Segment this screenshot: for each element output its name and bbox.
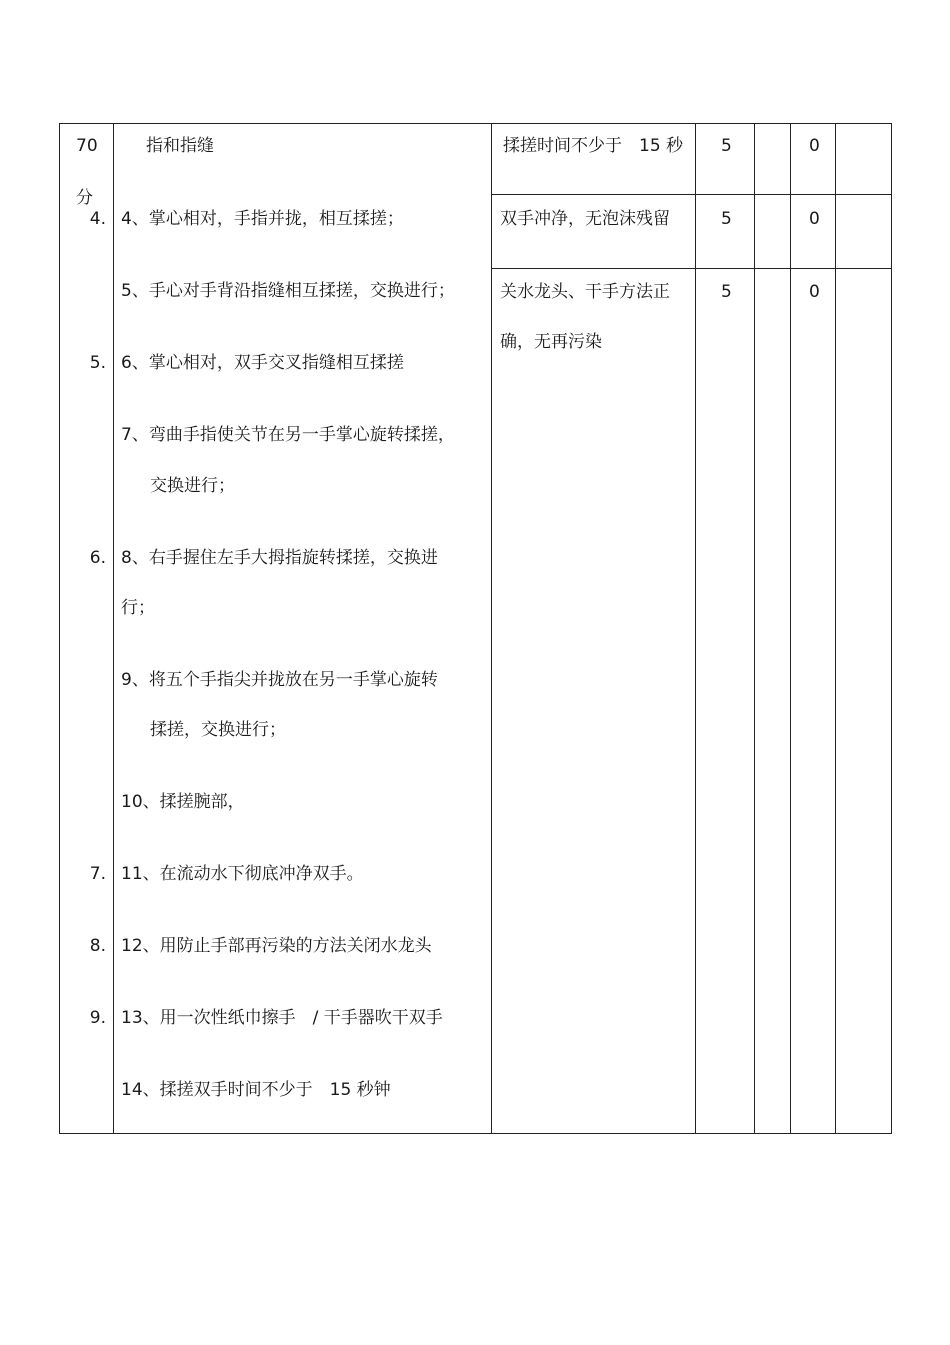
step-number: 5. [89, 353, 106, 373]
content-line: 揉搓，交换进行； [150, 720, 286, 740]
column-divider [790, 124, 791, 1133]
content-line: 11、在流动水下彻底冲净双手。 [121, 864, 364, 884]
total-score: 70 [76, 136, 98, 156]
column-divider [695, 124, 696, 1133]
content-line: 6、掌心相对，双手交叉指缝相互揉搓 [121, 353, 404, 373]
row-divider [491, 194, 891, 195]
content-line: 指和指缝 [146, 136, 214, 156]
step-number: 8. [89, 936, 106, 956]
scoring-table [59, 123, 892, 1134]
criterion-text: 揉搓时间不少于 15 秒 [503, 136, 684, 156]
content-line: 7、弯曲手指使关节在另一手掌心旋转揉搓， [121, 425, 455, 445]
column-divider [113, 124, 114, 1133]
content-line: 行； [121, 598, 155, 618]
content-line: 交换进行； [150, 476, 235, 496]
criterion-text: 双手冲净，无泡沫残留 [500, 209, 670, 229]
step-number: 9. [89, 1008, 106, 1028]
score-unit: 分 [76, 188, 93, 208]
criterion-points: 5 [721, 209, 732, 229]
criterion-points: 5 [721, 136, 732, 156]
content-line: 12、用防止手部再污染的方法关闭水龙头 [121, 936, 432, 956]
content-line: 8、右手握住左手大拇指旋转揉搓，交换进 [121, 548, 438, 568]
step-number: 4. [89, 209, 106, 229]
content-line: 10、揉搓腕部， [121, 792, 245, 812]
content-line: 9、将五个手指尖并拢放在另一手掌心旋转 [121, 670, 438, 690]
column-divider [835, 124, 836, 1133]
criterion-deduct: 0 [809, 282, 820, 302]
criterion-deduct: 0 [809, 209, 820, 229]
criterion-points: 5 [721, 282, 732, 302]
column-divider [491, 124, 492, 1133]
step-number: 7. [89, 864, 106, 884]
content-line: 5、手心对手背沿指缝相互揉搓，交换进行； [121, 281, 455, 301]
content-line: 13、用一次性纸巾擦手 / 干手器吹干双手 [121, 1008, 443, 1028]
step-number: 6. [89, 548, 106, 568]
column-divider [754, 124, 755, 1133]
criterion-text: 关水龙头、干手方法正 [500, 282, 670, 302]
criterion-text: 确，无再污染 [500, 332, 602, 352]
content-line: 14、揉搓双手时间不少于 15 秒钟 [121, 1080, 391, 1100]
row-divider [491, 268, 891, 269]
content-line: 4、掌心相对，手指并拢，相互揉搓； [121, 209, 404, 229]
criterion-deduct: 0 [809, 136, 820, 156]
